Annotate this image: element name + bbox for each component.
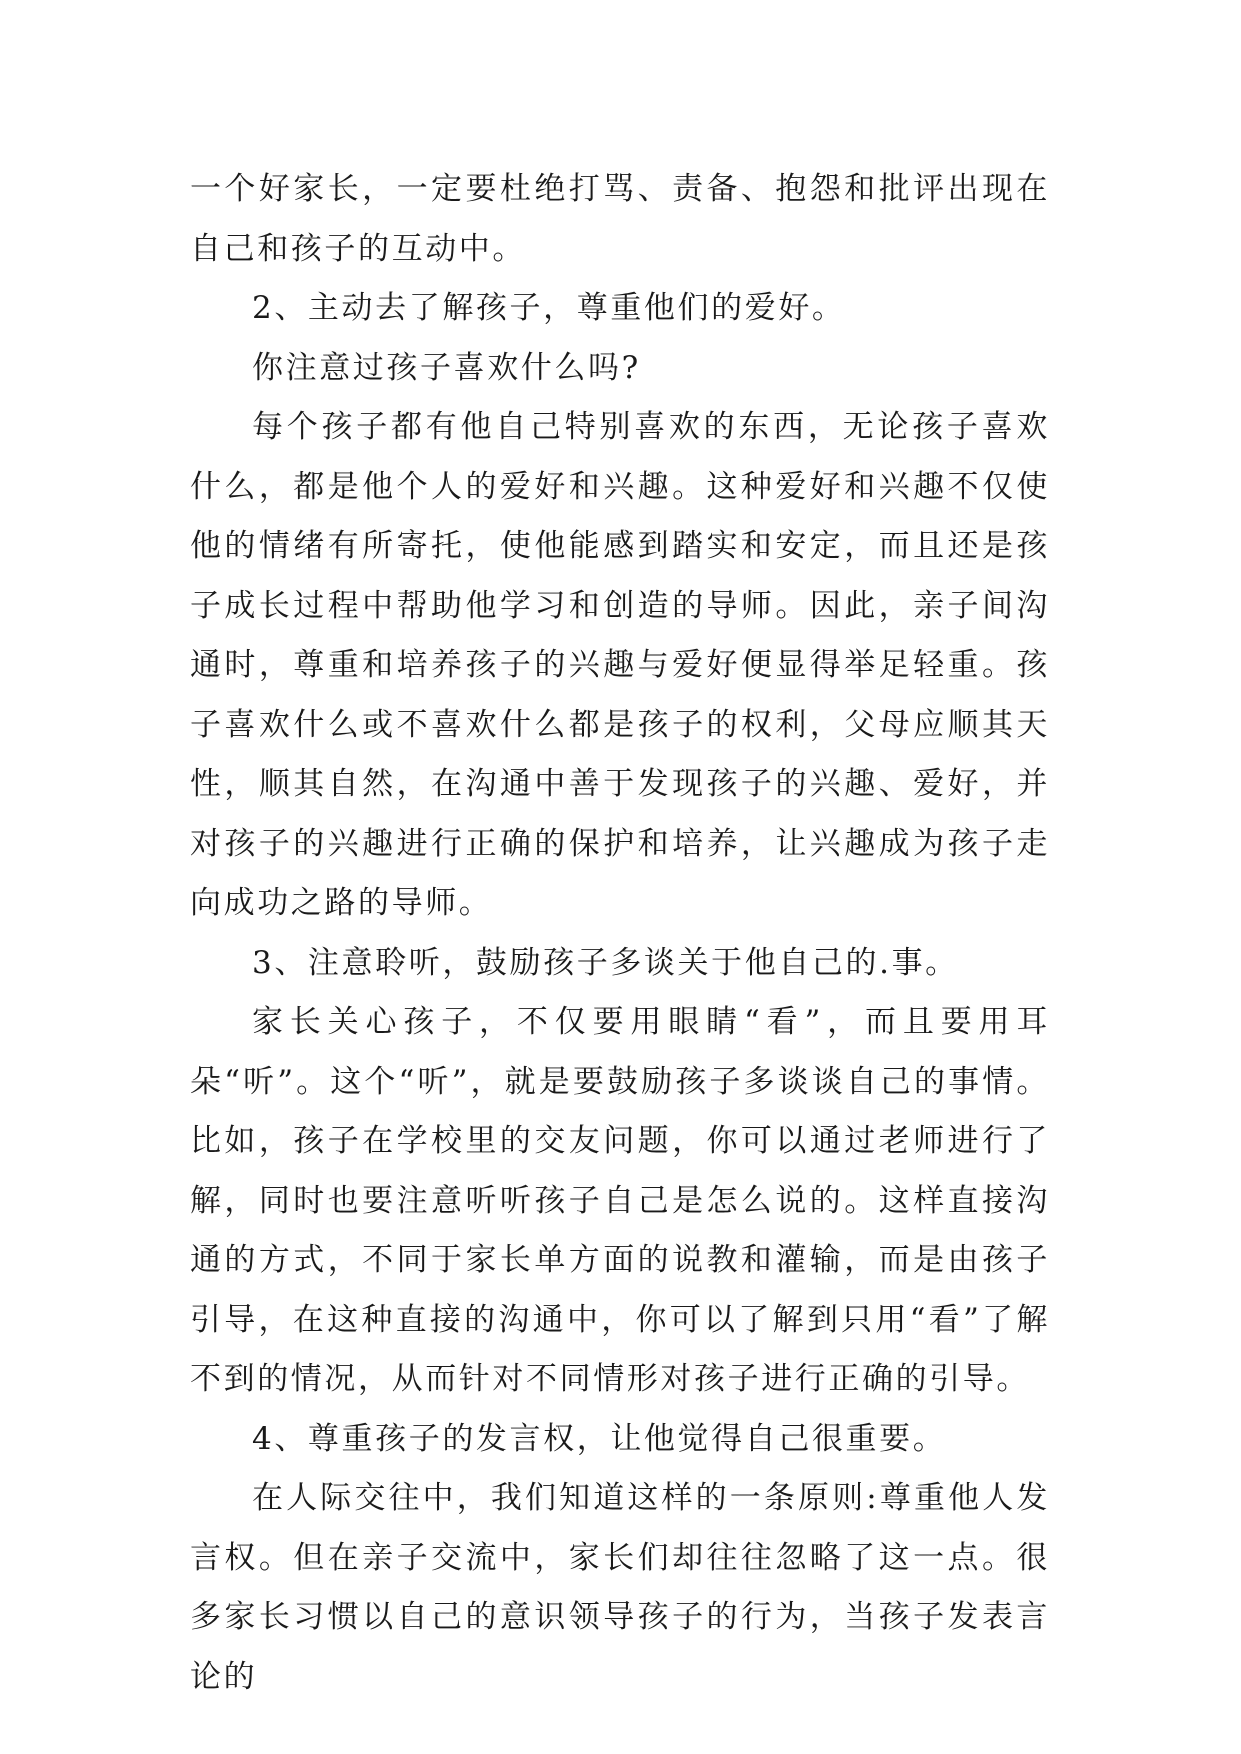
paragraph-question: 你注意过孩子喜欢什么吗?	[252, 349, 641, 386]
paragraph-interests: 每个孩子都有他自己特别喜欢的东西，无论孩子喜欢什么，都是他个人的爱好和兴趣。这种爱好和兴趣不仅使他的情绪有所寄托，使他能感到踏实和安定，而且还是孩子成长过程中帮助他学习和创造的导师。因此，亲子间沟通时，尊重和培养孩子的兴趣与爱好便显得举足轻重。孩子喜欢什么或不喜欢什么都是孩子的权利，父母应顺其天性，顺其自然，在沟通中善于发现孩子的兴趣、爱好，并对孩子的兴趣进行正确的保护和培养，让兴趣成为孩子走向成功之路的导师。	[190, 409, 1050, 921]
paragraph-speaking-rights: 在人际交往中，我们知道这样的一条原则:尊重他人发言权。但在亲子交流中，家长们却往往忽略了这一点。很多家长习惯以自己的意识领导孩子的行为，当孩子发表言论的	[190, 1480, 1050, 1695]
heading-point-3: 3、注意聆听，鼓励孩子多谈关于他自己的.事。	[252, 944, 959, 981]
heading-point-2: 2、主动去了解孩子，尊重他们的爱好。	[252, 290, 846, 326]
paragraph-listening: 家长关心孩子，不仅要用眼睛“看”，而且要用耳朵“听”。这个“听”，就是要鼓励孩子多谈谈自己的事情。比如，孩子在学校里的交友问题，你可以通过老师进行了解，同时也要注意听听孩子自己是怎么说的。这样直接沟通的方式，不同于家长单方面的说教和灌输，而是由孩子引导，在这种直接的沟通中，你可以了解到只用“看”了解不到的情况，从而针对不同情形对孩子进行正确的引导。	[190, 1004, 1050, 1397]
document-body	[190, 160, 1050, 1707]
paragraph-continuation: 一个好家长，一定要杜绝打骂、责备、抱怨和批评出现在自己和孩子的互动中。	[190, 171, 1050, 267]
heading-point-4: 4、尊重孩子的发言权，让他觉得自己很重要。	[252, 1420, 947, 1457]
